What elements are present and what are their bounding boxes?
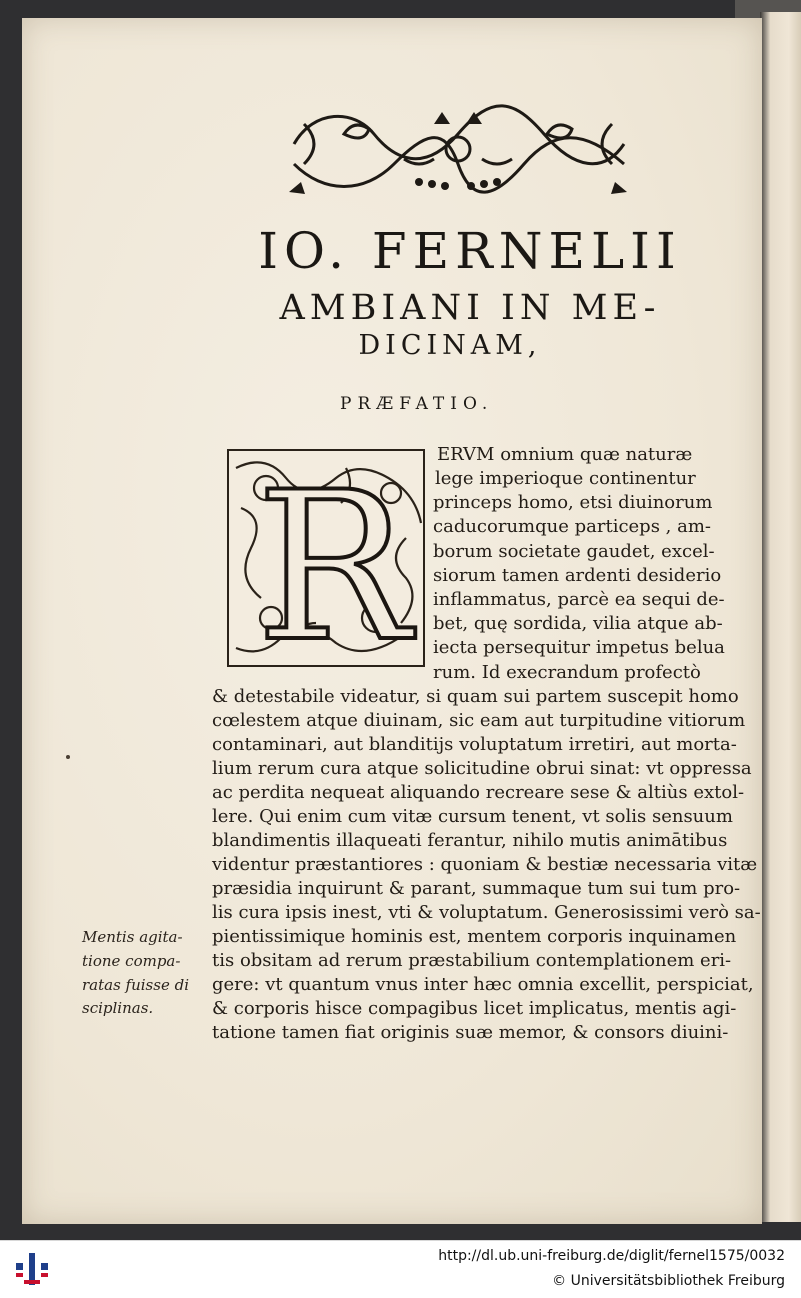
university-logo-icon — [12, 1251, 52, 1287]
margin-note-line-2: tione compa- — [82, 952, 181, 970]
body-line-18: videntur præstantiores : quoniam & bestiæ necessaria vitæ — [212, 854, 758, 875]
body-line-13: contaminari, aut blanditijs voluptatum irretiri, aut morta- — [212, 734, 737, 755]
body-line-16: lere. Qui enim cum vitæ cursum tenent, vt solis sensuum — [212, 806, 733, 827]
body-line-11: & detestabile videatur, si quam sui partem suscepit homo — [212, 686, 739, 707]
body-line-22: tis obsitam ad rerum præstabilium contemplationem eri- — [212, 950, 732, 971]
body-line-7: inflammatus, parcè ea sequi de- — [433, 589, 725, 610]
next-page-edge — [760, 12, 801, 1222]
margin-note-line-3: ratas fuisse di — [82, 976, 189, 994]
body-line-25: tatione tamen fiat originis suæ memor, & consors diuini- — [212, 1022, 729, 1043]
title-line-1: IO. FERNELII — [258, 222, 682, 280]
body-line-10: rum. Id execrandum profectò — [433, 662, 701, 683]
ink-speck — [66, 755, 70, 759]
body-line-19: præsidia inquirunt & parant, summaque tum sui tum pro- — [212, 878, 741, 899]
body-line-12: cœlestem atque diuinam, sic eam aut turpitudine vitiorum — [212, 710, 746, 731]
body-line-4: caducorumque particeps , am- — [433, 516, 711, 537]
body-line-17: blandimentis illaqueati ferantur, nihilo mutis animātibus — [212, 830, 728, 851]
body-line-3: princeps homo, etsi diuinorum — [433, 492, 713, 513]
section-heading: PRÆFATIO. — [340, 394, 494, 414]
body-line-8: bet, quę sordida, vilia atque ab- — [433, 613, 723, 634]
title-line-3: DICINAM, — [358, 330, 542, 361]
headpiece-ornament — [284, 104, 632, 200]
title-line-2: AMBIANI IN ME- — [279, 288, 661, 328]
body-line-1: ERVM omnium quæ naturæ — [437, 444, 693, 465]
margin-note-line-4: sciplinas. — [82, 999, 154, 1017]
body-line-2: lege imperioque continentur — [435, 468, 696, 489]
permalink-url[interactable]: http://dl.ub.uni-freiburg.de/diglit/fernel1575/0032 — [438, 1248, 785, 1264]
body-line-5: borum societate gaudet, excel- — [433, 541, 715, 562]
body-line-6: siorum tamen ardenti desiderio — [433, 565, 722, 586]
body-line-24: & corporis hisce compagibus licet implicatus, mentis agi- — [212, 998, 737, 1019]
body-line-14: lium rerum cura atque solicitudine obrui sinat: vt oppressa — [212, 758, 752, 779]
copyright-notice: © Universitätsbibliothek Freiburg — [552, 1273, 785, 1289]
body-line-20: lis cura ipsis inest, vti & voluptatum. Generosissimi verò sa- — [212, 902, 761, 923]
decorated-initial-r — [226, 448, 426, 668]
library-footer — [0, 1240, 801, 1298]
body-line-9: iecta persequitur impetus belua — [433, 637, 725, 658]
margin-note-line-1: Mentis agita- — [82, 928, 183, 946]
svg-text:R: R — [256, 449, 411, 668]
body-line-21: pientissimique hominis est, mentem corporis inquinamen — [212, 926, 737, 947]
body-line-15: ac perdita nequeat aliquando recreare sese & altiùs extol- — [212, 782, 745, 803]
body-line-23: gere: vt quantum vnus inter hæc omnia excellit, perspiciat, — [212, 974, 754, 995]
